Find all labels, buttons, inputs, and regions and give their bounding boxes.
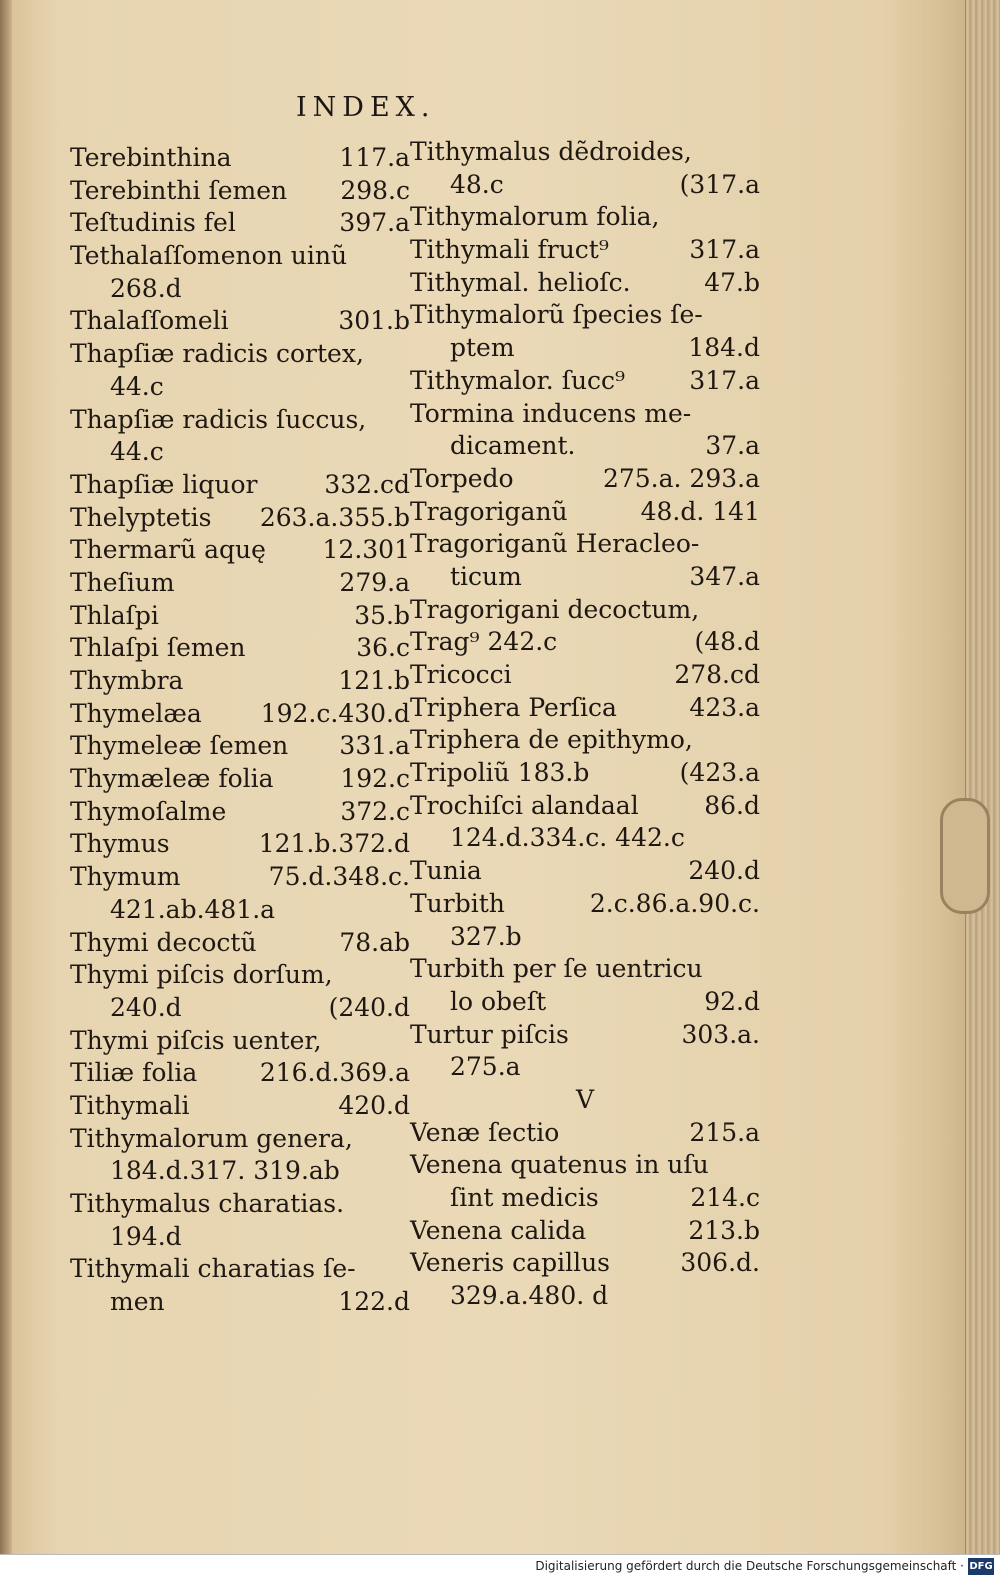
index-entry bbox=[410, 594, 760, 627]
index-reference: 213.b bbox=[688, 1215, 760, 1245]
index-entry bbox=[70, 600, 410, 633]
index-entry bbox=[70, 992, 410, 1025]
index-entry bbox=[70, 175, 410, 208]
left-index-column bbox=[70, 142, 410, 1319]
index-entry bbox=[410, 365, 760, 398]
index-entry bbox=[70, 1123, 410, 1156]
index-reference: 347.a bbox=[689, 561, 760, 591]
index-term: 327.b bbox=[450, 921, 522, 951]
index-term: Thlaſpi ſemen bbox=[70, 633, 246, 663]
index-term: Thymi piſcis uenter, bbox=[70, 1025, 322, 1055]
index-entry bbox=[70, 894, 410, 927]
index-term: Thalaſſomeli bbox=[70, 306, 229, 336]
index-term: Thymi decoctũ bbox=[70, 927, 257, 957]
index-entry bbox=[410, 1215, 760, 1248]
index-term: Thermarũ aquę bbox=[70, 535, 266, 565]
index-entry bbox=[70, 207, 410, 240]
index-entry bbox=[410, 724, 760, 757]
index-reference: 92.d bbox=[704, 986, 760, 1016]
index-entry bbox=[410, 136, 760, 169]
index-reference: 275.a. 293.a bbox=[602, 463, 760, 493]
index-entry bbox=[410, 1280, 760, 1313]
index-entry bbox=[70, 1286, 410, 1319]
index-reference: 332.cd bbox=[324, 469, 410, 499]
index-term: Teſtudinis fel bbox=[70, 208, 236, 238]
index-term: Venena calida bbox=[410, 1215, 587, 1245]
index-entry bbox=[70, 861, 410, 894]
index-reference: 298.c bbox=[340, 175, 410, 205]
index-entry bbox=[410, 1117, 760, 1150]
index-reference: 214.c bbox=[690, 1183, 760, 1212]
index-entry bbox=[70, 534, 410, 567]
index-term: Tithymalorum folia, bbox=[410, 202, 660, 232]
index-reference: 216.d.369.a bbox=[259, 1058, 410, 1088]
index-term: 240.d bbox=[110, 992, 182, 1022]
index-reference: 86.d bbox=[704, 790, 760, 820]
index-entry bbox=[70, 273, 410, 306]
index-term: men bbox=[110, 1287, 165, 1317]
index-reference: 278.cd bbox=[674, 660, 760, 689]
index-term: Thymeleæ ſemen bbox=[70, 731, 289, 761]
index-entry bbox=[410, 430, 760, 463]
index-entry bbox=[410, 463, 760, 496]
index-entry bbox=[410, 169, 760, 202]
index-term: Torpedo bbox=[410, 463, 514, 493]
index-entry bbox=[70, 698, 410, 731]
index-term: 421.ab.481.a bbox=[110, 894, 276, 924]
index-entry bbox=[70, 142, 410, 175]
index-reference: 420.d bbox=[338, 1090, 410, 1120]
index-entry bbox=[410, 888, 760, 921]
index-term: Thymelæa bbox=[70, 698, 202, 728]
index-reference: 12.301 bbox=[322, 535, 410, 565]
index-term: Tithymali charatias ſe- bbox=[70, 1254, 356, 1284]
index-term: ptem bbox=[450, 333, 515, 363]
index-reference: 47.b bbox=[704, 267, 760, 297]
index-entry bbox=[410, 692, 760, 725]
index-term: Thapſiæ radicis cortex, bbox=[70, 339, 364, 369]
index-term: Terebinthi ſemen bbox=[70, 175, 288, 205]
index-entry bbox=[70, 305, 410, 338]
index-term: Turbith per ſe uentricu bbox=[410, 954, 703, 984]
index-term: Tithymali bbox=[70, 1090, 190, 1120]
index-term: Triphera Perſica bbox=[410, 692, 617, 722]
index-term: Tithymalor. ſucc⁹ bbox=[410, 365, 626, 395]
index-entry bbox=[70, 240, 410, 273]
index-entry bbox=[70, 632, 410, 665]
index-entry bbox=[410, 398, 760, 431]
index-entry bbox=[70, 796, 410, 829]
index-term: Thelyptetis bbox=[70, 502, 212, 532]
index-entry bbox=[410, 1247, 760, 1280]
index-term: Thapſiæ radicis ſuccus, bbox=[70, 404, 367, 434]
index-entry bbox=[70, 1025, 410, 1058]
index-term: 44.c bbox=[110, 437, 164, 467]
index-entry bbox=[410, 201, 760, 234]
index-term: Theſium bbox=[70, 567, 175, 597]
index-term: Tormina inducens me- bbox=[410, 398, 692, 428]
index-term: Tragorigani decoctum, bbox=[410, 594, 700, 624]
index-entry bbox=[70, 1253, 410, 1286]
index-term: Thymus bbox=[70, 829, 170, 859]
index-term: 275.a bbox=[450, 1052, 521, 1082]
index-reference: (317.a bbox=[679, 169, 760, 199]
index-reference: 117.a bbox=[339, 143, 410, 172]
index-reference: 36.c bbox=[356, 633, 410, 663]
index-term: Turbith bbox=[410, 888, 505, 918]
index-entry bbox=[70, 502, 410, 535]
index-term: ticum bbox=[450, 561, 522, 591]
index-reference: 48.d. 141 bbox=[640, 496, 760, 526]
index-entry bbox=[70, 730, 410, 763]
index-entry bbox=[70, 763, 410, 796]
index-reference: 317.a bbox=[689, 365, 760, 395]
index-entry bbox=[70, 1221, 410, 1254]
index-entry bbox=[410, 659, 760, 692]
index-entry bbox=[410, 267, 760, 300]
book-clasp bbox=[940, 798, 990, 914]
index-term: 184.d.317. 319.ab bbox=[110, 1156, 340, 1186]
digitization-footer bbox=[0, 1554, 1000, 1579]
index-term: Thymum bbox=[70, 862, 181, 892]
index-reference: 215.a bbox=[689, 1117, 760, 1147]
index-reference: 35.b bbox=[354, 600, 410, 630]
index-entry bbox=[410, 496, 760, 529]
index-reference: 2.c.86.a.90.c. bbox=[589, 888, 760, 918]
index-entry bbox=[70, 665, 410, 698]
index-reference: (423.a bbox=[679, 758, 760, 788]
index-term: 48.c bbox=[450, 169, 504, 199]
index-reference: 263.a.355.b bbox=[259, 502, 410, 532]
index-term: Tithymalorum genera, bbox=[70, 1123, 353, 1153]
index-reference: 279.a bbox=[339, 567, 410, 597]
book-edge bbox=[965, 0, 1000, 1555]
index-term: 44.c bbox=[110, 371, 164, 401]
index-term: 329.a.480. d bbox=[450, 1281, 609, 1311]
index-term: Thymoſalme bbox=[70, 796, 227, 826]
index-entry bbox=[70, 959, 410, 992]
index-reference: 78.ab bbox=[339, 927, 410, 957]
index-term: Tithymali fruct⁹ bbox=[410, 235, 609, 265]
index-term: Tragoriganũ bbox=[410, 496, 568, 526]
index-entry bbox=[70, 371, 410, 404]
index-reference: 317.a bbox=[689, 235, 760, 265]
index-reference: 75.d.348.c. bbox=[268, 862, 410, 892]
index-term: Thapſiæ liquor bbox=[70, 469, 258, 499]
index-entry bbox=[70, 1057, 410, 1090]
index-entry bbox=[70, 436, 410, 469]
index-entry bbox=[410, 757, 760, 790]
index-term: Venæ ſectio bbox=[410, 1117, 560, 1147]
index-term: Trochiſci alandaal bbox=[410, 790, 639, 820]
index-entry bbox=[410, 561, 760, 594]
index-entry bbox=[410, 1019, 760, 1052]
dfg-logo: DFG bbox=[968, 1558, 994, 1575]
index-reference: 301.b bbox=[338, 306, 410, 336]
index-term: Triphera de epithymo, bbox=[410, 725, 693, 755]
index-reference: (48.d bbox=[694, 627, 760, 657]
index-reference: 397.a bbox=[339, 208, 410, 238]
index-reference: 372.c bbox=[340, 796, 410, 826]
index-term: V bbox=[575, 1084, 595, 1114]
index-term: Thymbra bbox=[70, 666, 184, 695]
index-reference: 122.d bbox=[338, 1287, 410, 1317]
index-term: Tethalaſſomenon uinũ bbox=[70, 241, 348, 271]
index-reference: 303.a. bbox=[681, 1019, 760, 1049]
index-term: Turtur piſcis bbox=[410, 1019, 569, 1049]
index-term: Trag⁹ 242.c bbox=[410, 627, 558, 657]
index-term: Tiliæ folia bbox=[70, 1058, 198, 1088]
footer-text: Digitalisierung gefördert durch die Deutsche Forschungsgemeinschaft · bbox=[535, 1559, 964, 1573]
index-entry bbox=[70, 469, 410, 502]
index-reference: (240.d bbox=[328, 992, 410, 1022]
index-reference: 192.c bbox=[340, 764, 410, 794]
index-entry bbox=[410, 299, 760, 332]
index-entry bbox=[410, 1084, 760, 1117]
index-entry bbox=[70, 1188, 410, 1221]
index-term: Tragoriganũ Heracleo- bbox=[410, 529, 700, 559]
index-entry bbox=[410, 822, 760, 855]
index-entry bbox=[70, 1155, 410, 1188]
index-reference: 121.b.372.d bbox=[258, 829, 410, 859]
index-term: 268.d bbox=[110, 273, 182, 303]
index-entry bbox=[70, 567, 410, 600]
index-term: Tunia bbox=[410, 856, 482, 886]
index-entry bbox=[70, 828, 410, 861]
index-term: lo obeſt bbox=[450, 986, 547, 1016]
index-entry bbox=[70, 927, 410, 960]
index-entry bbox=[410, 921, 760, 954]
index-term: dicament. bbox=[450, 431, 576, 461]
page-gutter bbox=[0, 0, 12, 1555]
index-entry bbox=[410, 528, 760, 561]
index-term: Terebinthina bbox=[70, 143, 232, 172]
index-entry bbox=[410, 986, 760, 1019]
index-entry bbox=[410, 332, 760, 365]
index-entry bbox=[410, 855, 760, 888]
index-term: Thlaſpi bbox=[70, 600, 159, 630]
index-reference: 306.d. bbox=[680, 1248, 760, 1278]
index-entry bbox=[410, 1149, 760, 1182]
index-entry bbox=[70, 404, 410, 437]
index-term: ſint medicis bbox=[450, 1183, 599, 1212]
index-reference: 121.b bbox=[338, 666, 410, 695]
index-term: Tithymalus dẽdroides, bbox=[410, 137, 692, 166]
page-title: INDEX. bbox=[296, 92, 436, 123]
index-entry bbox=[410, 1182, 760, 1215]
index-reference: 192.c.430.d bbox=[260, 698, 410, 728]
index-entry bbox=[410, 234, 760, 267]
index-term: Tripoliũ 183.b bbox=[410, 758, 590, 788]
index-term: Tithymalus charatias. bbox=[70, 1189, 345, 1218]
index-reference: 423.a bbox=[689, 692, 760, 722]
index-term: Tithymal. helioſc. bbox=[410, 267, 631, 297]
index-entry bbox=[70, 338, 410, 371]
index-term: Veneris capillus bbox=[410, 1248, 610, 1278]
index-entry bbox=[410, 626, 760, 659]
index-term: 124.d.334.c. 442.c bbox=[450, 823, 685, 853]
index-reference: 184.d bbox=[688, 333, 760, 363]
index-entry bbox=[410, 790, 760, 823]
index-reference: 240.d bbox=[688, 856, 760, 886]
index-reference: 37.a bbox=[705, 431, 760, 461]
index-term: Thymi piſcis dorſum, bbox=[70, 960, 333, 990]
index-entry bbox=[410, 953, 760, 986]
index-term: Tithymalorũ ſpecies ſe- bbox=[410, 300, 703, 330]
index-term: Venena quatenus in uſu bbox=[410, 1150, 709, 1180]
right-index-column bbox=[410, 136, 760, 1313]
index-reference: 331.a bbox=[339, 731, 410, 761]
index-term: Thymæleæ folia bbox=[70, 764, 274, 794]
index-entry bbox=[70, 1090, 410, 1123]
index-term: 194.d bbox=[110, 1221, 182, 1251]
index-entry bbox=[410, 1051, 760, 1084]
index-term: Tricocci bbox=[410, 660, 512, 689]
